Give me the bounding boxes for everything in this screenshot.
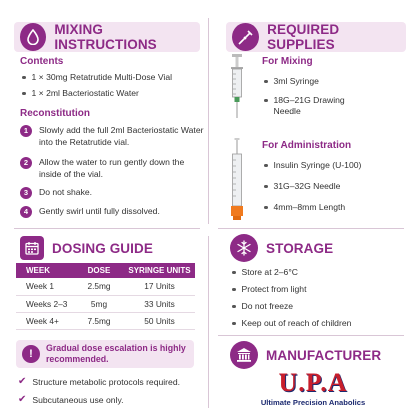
units-column-header: SYRINGE UNITS (124, 263, 195, 278)
table-row (16, 312, 195, 329)
supplies-title: REQUIRED SUPPLIES (267, 22, 340, 52)
contents-label: Contents (20, 56, 64, 67)
units-cell: 17 Units (124, 278, 195, 295)
dosing-header (14, 234, 200, 262)
row-divider-left (14, 228, 200, 229)
column-divider-lower (208, 236, 209, 408)
dose-cell: 5mg (74, 295, 124, 312)
mixing-header (14, 22, 200, 52)
dose-cell: 2.5mg (74, 278, 124, 295)
units-cell: 50 Units (124, 312, 195, 329)
dosing-table-header (16, 263, 195, 278)
check-item: ✔ Subcutaneous use only. (18, 394, 124, 405)
mixing-supply-item: 18G–21G Drawing Needle (264, 95, 352, 116)
institution-icon (230, 341, 258, 369)
step-2: 2 Allow the water to run gently down the inside of the vial. (20, 156, 205, 181)
step-4: 4 Gently swirl until fully dissolved. (20, 205, 205, 218)
column-divider (208, 18, 209, 224)
week-cell: Week 1 (16, 278, 74, 295)
admin-supply-item: 4mm–8mm Length (264, 202, 404, 213)
insulin-syringe-image (222, 138, 252, 222)
table-row (16, 295, 195, 312)
storage-header (226, 234, 406, 262)
table-row (16, 278, 195, 295)
mixing-syringe-image (222, 54, 252, 120)
checkmark-icon: ✔ (18, 376, 27, 387)
step-1: 1 Slowly add the full 2ml Bacteriostatic Water into the Retatrutide vial. (20, 124, 205, 149)
storage-title: STORAGE (266, 240, 334, 256)
week-cell: Week 4+ (16, 312, 74, 329)
droplet-icon (20, 23, 46, 51)
storage-item: Protect from light (232, 284, 402, 295)
mixing-supply-item: 3ml Syringe (264, 76, 404, 87)
checkmark-icon: ✔ (18, 394, 27, 405)
escalation-alert (16, 340, 194, 368)
storage-item: Do not freeze (232, 301, 402, 312)
storage-item: Store at 2–6°C (232, 267, 402, 278)
reconstitution-label: Reconstitution (20, 108, 90, 119)
manufacturer-logo (258, 370, 368, 407)
calendar-icon (20, 236, 44, 260)
alert-text: Gradual dose escalation is highly recommended. (46, 343, 186, 364)
row-divider-right (218, 228, 404, 229)
supplies-header (226, 22, 406, 52)
week-column-header: WEEK (16, 263, 74, 278)
step-3: 3 Do not shake. (20, 186, 205, 199)
admin-supply-item: Insulin Syringe (U-100) (264, 160, 404, 171)
admin-supply-item: 31G–32G Needle (264, 181, 404, 192)
snowflake-icon (230, 234, 258, 262)
logo-text: U.P.A (278, 368, 348, 397)
contents-item: 1 × 2ml Bacteriostatic Water (22, 88, 202, 99)
right-divider-storage (218, 335, 404, 336)
logo-tagline: Ultimate Precision Anabolics (260, 398, 366, 407)
check-item: ✔ Structure metabolic protocols required. (18, 376, 180, 387)
manufacturer-header (226, 341, 406, 369)
storage-item: Keep out of reach of children (232, 318, 402, 329)
for-administration-label: For Administration (262, 140, 352, 151)
contents-item: 1 × 30mg Retatrutide Multi-Dose Vial (22, 72, 202, 83)
units-cell: 33 Units (124, 295, 195, 312)
syringe-icon (232, 23, 259, 51)
week-cell: Weeks 2–3 (16, 295, 74, 312)
mixing-title: MIXING INSTRUCTIONS (54, 22, 157, 52)
dosing-table (16, 263, 195, 330)
dosing-title: DOSING GUIDE (52, 240, 153, 256)
for-mixing-label: For Mixing (262, 56, 313, 67)
dose-cell: 7.5mg (74, 312, 124, 329)
dose-column-header: DOSE (74, 263, 124, 278)
manufacturer-title: MANUFACTURER (266, 347, 382, 363)
exclamation-icon: ! (22, 345, 40, 363)
